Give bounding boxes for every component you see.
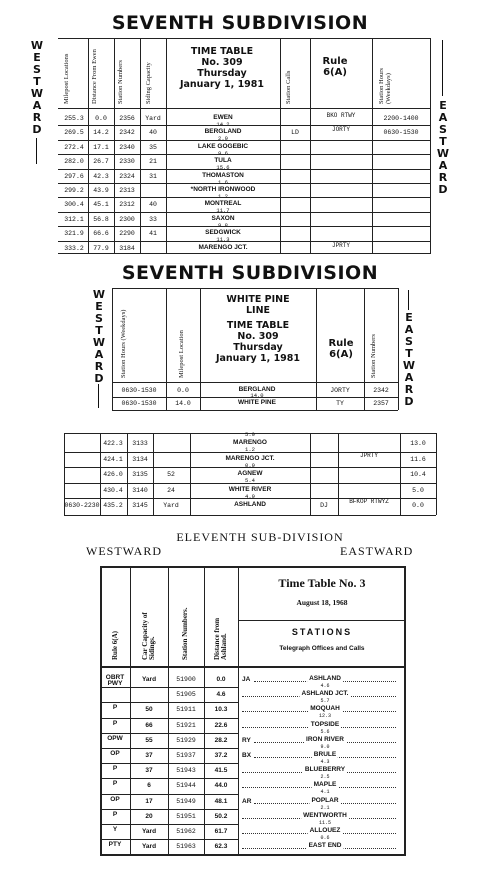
milepost-cell: 299.2 [64,187,84,194]
row-rule [58,212,430,213]
sec1-hdr-siding: Siding Capacity [145,62,152,104]
distance-cell: 50.2 [214,812,228,820]
segment-distance: 4.9 [245,492,255,500]
column-rule [430,38,431,254]
row-rule [100,733,238,734]
station-name: POPLAR [311,796,339,804]
station-name: IRON RIVER [306,735,344,743]
segment-distance: 0.6 [320,835,330,841]
milepost-cell: 333.2 [64,244,84,252]
station-name: ALLOUEZ [309,827,341,834]
distance-cell: 45.1 [93,201,109,209]
milepost-cell: 312.1 [64,215,84,223]
station-name: LAKE GOGEBIC [197,142,249,150]
rule-cell: OBRT PWY [105,674,125,687]
milepost-cell: 0.0 [177,387,189,394]
station-number-cell: 2340 [119,143,135,151]
sec2-rule-heading [318,338,364,360]
column-rule [436,433,437,515]
column-rule [127,433,128,515]
station-number-cell: 51937 [176,752,196,759]
column-rule [100,433,101,515]
station-number-cell: 3184 [119,244,135,252]
column-rule [166,288,167,410]
segment-distance: 14.0 [250,392,264,399]
segment-distance: 1.2 [218,193,228,200]
station-hours-cell: 0630-1530 [121,400,157,407]
sec4-hdr-capacity: Car Capacity of Sidings. [141,612,156,660]
row-rule [58,169,430,170]
segment-distance: 4.3 [320,759,330,765]
column-rule [310,433,311,515]
sec4-eastward: EASTWARD [340,544,414,558]
capacity-cell: Yard [141,828,157,835]
station-number-cell: 51962 [176,828,196,835]
segment-distance: 9.6 [218,149,228,157]
station-name: EAST END [308,842,342,850]
station-name: EWEN [213,114,233,121]
column-rule [364,288,365,410]
segment-distance: 4.1 [320,789,330,796]
station-hours-cell: 0630-1530 [121,387,157,394]
distance-cell: 13.0 [410,440,426,447]
sec4-hdr-distance: Distance from Ashland. [213,617,228,660]
station-number-cell: 2290 [119,230,135,238]
station-number-cell: 51963 [176,843,196,851]
station-name: SAXON [211,214,235,222]
capacity-cell: Yard [141,843,157,851]
station-number-cell: 51951 [176,812,196,820]
row-rule [100,748,238,749]
distance-cell: 5.0 [412,486,424,494]
station-number-cell: 3135 [132,471,148,479]
sec1-westward-arrow [36,138,38,164]
column-rule [140,38,141,254]
station-name: MONTREAL [204,200,242,208]
row-rule [58,125,430,126]
distance-cell: 77.9 [93,244,109,252]
station-number-cell: 3134 [132,455,148,463]
row-rule [58,226,430,227]
row-rule [100,824,238,825]
column-rule [200,288,201,410]
station-name: MAPLE [313,781,337,789]
column-rule [204,566,205,856]
distance-cell: 42.3 [93,172,109,180]
station-name: WHITE RIVER [228,485,272,493]
siding-capacity-cell: 21 [149,158,157,166]
station-number-cell: 2330 [119,158,135,166]
capacity-cell: 50 [145,706,153,714]
rule-cell: P [112,719,118,727]
station-name: BERGLAND [238,386,276,393]
distance-cell: 61.7 [214,828,228,835]
station-name: BRULE [313,751,337,758]
milepost-cell: 424.1 [103,455,123,463]
station-name: ASHLAND JCT. [301,690,349,698]
distance-cell: 11.6 [410,455,426,463]
distance-cell: 4.6 [216,691,226,699]
w2-text: W E S T W A R D [92,288,106,385]
station-number-cell: 51949 [176,797,196,805]
station-calls-cell: DJ [320,502,328,510]
distance-cell: 10.3 [214,706,228,714]
sec1-title: SEVENTH SUBDIVISION [111,12,369,34]
station-number-cell: 51911 [176,706,196,714]
distance-cell: 0.0 [216,676,226,683]
station-number-cell: 2313 [119,187,135,194]
station-name: ASHLAND [234,501,266,509]
distance-cell: 44.0 [214,782,228,790]
sec4-stations-heading: STATIONS [291,627,353,637]
station-number-cell: 3140 [132,486,148,494]
station-name: MARENGO [233,439,267,446]
sec4-hdr-station-numbers: Station Numbers. [181,607,189,660]
milepost-cell: 272.4 [64,143,84,151]
sec2-rule-line1: Rule [328,338,354,349]
segment-distance: 5.4 [245,477,255,485]
milepost-cell: 14.0 [175,400,191,407]
station-number-cell: 2300 [119,215,135,223]
station-number-cell: 51944 [176,782,196,790]
column-rule [280,38,281,254]
w1-text: W E S T W A R D [30,39,44,136]
station-number-cell: 2356 [119,115,135,122]
segment-distance: 14.2 [216,121,230,128]
distance-cell: 0.0 [95,115,107,122]
station-number-cell: 51921 [176,721,196,729]
sec2-tt-line2: No. 309 [237,331,279,342]
station-name: MARENGO JCT. [225,454,275,462]
milepost-cell: 269.5 [64,129,84,137]
segment-distance: 1.6 [218,178,228,186]
station-name: *NORTH IRONWOOD [190,186,256,193]
station-number-cell: 51900 [176,676,196,683]
sec2-line-2: LINE [245,305,271,316]
offices-cell: JORTY [330,387,350,394]
segment-distance: 5.7 [320,698,330,705]
siding-capacity-cell: 35 [149,143,157,151]
station-calls-cell: LD [291,129,299,137]
row-rule [64,467,436,468]
column-rule [190,433,191,515]
column-rule [398,288,399,410]
row-rule [100,718,238,719]
distance-cell: 37.2 [214,752,228,759]
sec2-title: SEVENTH SUBDIVISION [121,262,379,284]
e2-text: E A S T W A R D [402,311,416,408]
sec2-hdr-station-numbers: Station Numbers [370,334,377,378]
distance-cell: 0.0 [412,502,424,510]
rule-cell: P [112,765,118,773]
milepost-cell: 300.4 [64,201,84,209]
station-name: BLUEBERRY [304,766,346,774]
sec4-title: ELEVENTH SUB-DIVISION [176,530,344,544]
siding-capacity-cell: 52 [167,471,175,479]
siding-capacity-cell: Yard [145,115,161,122]
station-name: WENTWORTH [303,811,347,819]
sec1-tt-line3: Thursday [197,68,247,79]
siding-capacity-cell: Yard [163,502,179,510]
sec1-hdr-calls: Station Calls [285,70,292,104]
row-rule [100,794,238,795]
distance-cell: 28.2 [214,736,228,744]
column-rule [112,288,113,410]
telegraph-call: JA [242,676,251,683]
sec1-hdr-hours: Station Hours (Weekdays) [378,68,392,104]
sec1-hdr-station-numbers: Station Numbers [117,60,124,104]
row-rule [112,397,398,398]
segment-distance: 15.6 [216,164,230,172]
station-name: MARENGO JCT. [198,243,248,251]
siding-capacity-cell: 41 [149,230,157,238]
sec1-timetable-heading [168,46,276,90]
sec1-hdr-milepost: Milepost Locations [63,53,70,104]
segment-distance: 4.6 [320,683,330,689]
row-rule [100,702,238,703]
distance-cell: 48.1 [214,797,228,805]
sec1-hdr-distance: Distance From Ewen [91,49,98,104]
station-number-cell: 2342 [373,387,389,394]
telegraph-call: RY [242,736,251,744]
telegraph-call: BX [242,752,252,759]
row-rule [100,839,238,840]
offices-cell: JPRTY [331,241,350,249]
column-rule [168,566,169,856]
milepost-cell: 422.3 [103,440,123,447]
distance-cell: 62.3 [214,843,228,851]
sec1-tt-line4: January 1, 1981 [179,79,265,90]
station-name: TOPSIDE [310,720,340,728]
segment-distance: 12.3 [318,713,332,720]
telegraph-call: AR [242,797,252,805]
sec2-tt-line3: Thursday [233,342,283,353]
sec4-date: August 18, 1968 [296,598,348,607]
sec1-tt-line2: No. 309 [201,57,243,68]
column-rule [238,566,239,856]
station-hours-cell: 0630-1530 [383,129,419,137]
row-rule [58,183,430,184]
sec2-eastward-arrow [408,290,410,310]
column-rule [166,38,167,254]
sec2-line-1: WHITE PINE [226,294,290,305]
milepost-cell: 426.0 [103,471,123,479]
station-number-cell: 51905 [176,691,196,699]
sec2-rule-line2: 6(A) [329,349,353,360]
capacity-cell: Yard [141,676,157,683]
station-hours-cell: 2200-1400 [383,115,419,122]
segment-distance: 1.2 [245,446,255,453]
milepost-cell: 255.3 [64,115,84,122]
capacity-cell: 37 [145,752,153,759]
station-number-cell: 2357 [373,400,389,407]
capacity-cell: 37 [145,767,153,775]
capacity-cell: 6 [147,782,151,790]
segment-distance: 9.8 [218,221,228,229]
milepost-cell: 435.2 [103,502,123,510]
milepost-cell: 297.6 [64,172,84,180]
distance-cell: 26.7 [93,158,109,166]
row-rule [64,483,436,484]
distance-cell: 56.8 [93,215,109,223]
station-number-cell: 2324 [119,172,135,180]
offices-cell: TY [336,400,344,407]
capacity-cell: 20 [145,812,153,820]
offices-cell: JPRTY [359,451,378,459]
segment-distance: 5.6 [320,728,330,735]
rule-cell: P [112,704,118,712]
sec2-hdr-milepost: Milepost Location [178,330,185,378]
offices-cell: BKO RTWY [326,112,356,119]
milepost-cell: 282.0 [64,158,84,166]
row-rule [100,778,238,779]
station-number-cell: 3145 [132,502,148,510]
sec4-westward: WESTWARD [86,544,162,558]
siding-capacity-cell: 40 [149,129,157,137]
station-number-cell: 3133 [132,440,148,447]
column-rule [153,433,154,515]
row-rule [58,154,430,155]
rule-cell: OP [110,750,120,757]
station-number-cell: 2342 [119,129,135,137]
milepost-cell: 430.4 [103,486,123,494]
sec2-westward-arrow [98,384,100,408]
sec4-stations-sub: Telegraph Offices and Calls [279,645,365,652]
sec2-tt-line4: January 1, 1981 [215,353,301,364]
distance-cell: 17.1 [93,143,109,151]
sec2-hdr-hours: Station Hours (Weekdays) [120,309,127,378]
distance-cell: 10.4 [410,471,426,479]
capacity-cell: 55 [145,736,153,744]
segment-distance: 5.0 [245,431,255,438]
column-rule [400,433,401,515]
column-rule [130,566,131,856]
station-name: MOQUAH [310,705,340,713]
sec4-timetable-no: Time Table No. 3 [278,576,366,590]
row-rule [100,687,238,688]
e1-text: E A S T W A R D [436,99,450,196]
segment-distance: 0.9 [245,461,255,469]
sec2-timetable-heading [208,294,308,364]
distance-cell: 41.5 [214,767,228,775]
rule-cell: PTY [108,841,122,849]
segment-distance: 2.5 [320,774,330,781]
row-rule [100,763,238,764]
station-number-cell: 51943 [176,767,196,775]
milepost-cell: 321.9 [64,230,84,238]
capacity-cell: 17 [145,797,153,805]
segment-distance: 2.9 [218,135,228,143]
distance-cell: 22.6 [214,721,228,729]
sec4-hdr-rule: Rule 6(A) [111,631,119,660]
offices-cell: BFKOP RTWYZ [349,498,389,506]
siding-capacity-cell: 40 [149,201,157,209]
rule-cell: P [112,810,118,818]
sec1-rule-line1: Rule [322,56,348,67]
distance-cell: 14.2 [93,129,109,137]
siding-capacity-cell: 31 [149,172,157,180]
rule-cell: OPW [107,734,123,742]
siding-capacity-cell: 24 [167,486,175,494]
segment-distance: 2.1 [320,804,330,811]
station-name: BERGLAND [204,128,242,136]
row-rule [58,241,430,242]
rule-cell: P [112,780,118,788]
sec1-rule-line2: 6(A) [323,67,347,78]
rule-cell: OP [110,795,120,803]
station-name: SEDGWICK [205,229,241,237]
column-rule [114,38,115,254]
station-name: WHITE PINE [238,399,276,406]
offices-cell: JORTY [331,126,350,134]
station-name: THOMASTON [202,171,244,179]
segment-distance: 11.5 [318,819,332,826]
distance-cell: 43.9 [93,187,109,194]
station-number-cell: 2312 [119,201,135,209]
rule-cell: Y [112,826,118,833]
station-number-cell: 51929 [176,736,196,744]
row-rule [58,140,430,141]
column-rule [372,38,373,254]
sec1-tt-line1: TIME TABLE [190,46,254,57]
station-name: TULA [214,157,232,165]
column-rule [338,433,339,515]
distance-cell: 66.6 [93,230,109,238]
station-name: ASHLAND [309,675,341,682]
column-rule [88,38,89,254]
row-rule [58,197,430,198]
segment-distance: 9.0 [320,743,330,750]
station-name: AGNEW [237,470,263,478]
station-hours-cell: 0630-2230 [64,502,100,510]
column-rule [316,288,317,410]
sec2-tt-line1: TIME TABLE [226,320,290,331]
sec1-eastward-arrow [442,40,444,96]
siding-capacity-cell: 33 [149,215,157,223]
row-rule [100,809,238,810]
capacity-cell: 66 [145,721,153,729]
column-rule [310,38,311,254]
segment-distance: 11.7 [216,207,230,215]
segment-distance: 11.3 [216,236,230,244]
